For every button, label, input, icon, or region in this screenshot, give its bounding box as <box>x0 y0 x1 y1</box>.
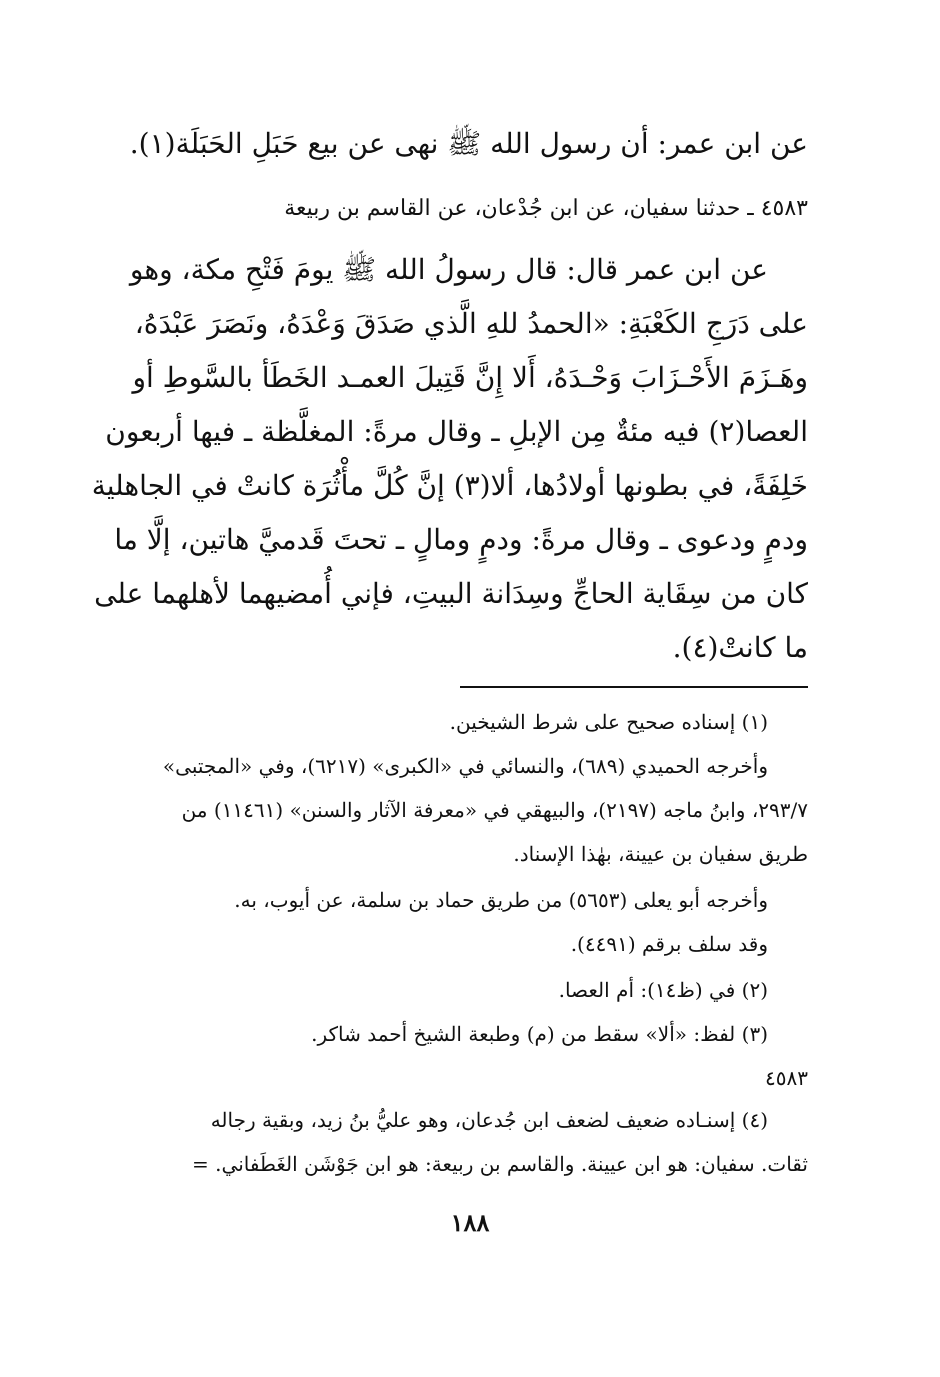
footnote-1-line-2: وأخرجه الحميدي (٦٨٩)، والنسائي في «الكبرى» (٦٢١٧)، وفي «المجتبى» <box>162 754 768 778</box>
footnote-divider <box>460 686 808 688</box>
footnote-1-line-3: ٢٩٣/٧، وابنُ ماجه (٢١٩٧)، والبيهقي في «معرفة الآثار والسنن» (١١٤٦١) من <box>181 798 808 822</box>
main-text-line-1: عن ابن عمر: أن رسول الله ﷺ نهى عن بيع حَبَلِ الحَبَلَة(١). <box>129 127 808 160</box>
main-text-line-3: على دَرَجِ الكَعْبَةِ: «الحمدُ للهِ الَّذي صَدَقَ وَعْدَهُ، ونَصَرَ عَبْدَهُ، <box>134 307 808 340</box>
footnote-4: (٤) إسنـاده ضعيف لضعف ابن جُدعان، وهو عليُّ بنُ زيد، وبقية رجاله <box>210 1108 768 1132</box>
footnote-1: (١) إسناده صحيح على شرط الشيخين. <box>449 710 768 734</box>
main-text-line-6: خَلِفَةً، في بطونها أولادُها، ألا(٣) إنَّ كُلَّ مأْثُرَة كانتْ في الجاهلية <box>91 469 808 502</box>
main-text-line-9: ما كانتْ(٤). <box>672 631 808 664</box>
footnote-2: (٢) في (ظ١٤): أم العصا. <box>558 978 768 1002</box>
footnote-3: (٣) لفظ: «ألا» سقط من (م) وطبعة الشيخ أحمد شاكر. <box>311 1022 768 1046</box>
footnote-1-line-5: وأخرجه أبو يعلى (٥٦٥٣) من طريق حماد بن سلمة، عن أيوب، به. <box>234 888 768 912</box>
page-number: ١٨٨ <box>450 1208 490 1237</box>
main-text-line-2: عن ابن عمر قال: قال رسولُ الله ﷺ يومَ فَتْحِ مكة، وهو <box>129 253 768 286</box>
main-text-line-5: العصا(٢) فيه مئةٌ مِن الإبلِ ـ وقال مرةً: المغلَّظة ـ فيها أربعون <box>105 415 808 448</box>
footnote-1-line-4: طريق سفيان بن عيينة، بهٰذا الإسناد. <box>513 842 808 866</box>
hadith-header: ٤٥٨٣ ـ حدثنا سفيان، عن ابن جُدْعان، عن القاسم بن ربيعة <box>284 196 808 221</box>
main-text-line-4: وهَـزَمَ الأَحْـزَابَ وَحْـدَهُ، أَلا إِنَّ قَتِيلَ العمـد الخَطَأ بالسَّوطِ أو <box>132 361 808 394</box>
main-text-line-7: ودمٍ ودعوى ـ وقال مرةً: ودمٍ ومالٍ ـ تحتَ قَدميَّ هاتين، إلَّا ما <box>114 523 808 556</box>
footnote-1-line-6: وقد سلف برقم (٤٤٩١). <box>570 932 768 956</box>
hadith-number-marker: ٤٥٨٣ <box>765 1066 808 1090</box>
footnote-4-line-2: ثقات. سفيان: هو ابن عيينة. والقاسم بن ربيعة: هو ابن جَوْشَن الغَطَفاني. = <box>192 1152 808 1176</box>
main-text-line-8: كان من سِقَاية الحاجِّ وسِدَانة البيتِ، فإني أُمضيهما لأهلهما على <box>94 577 808 610</box>
